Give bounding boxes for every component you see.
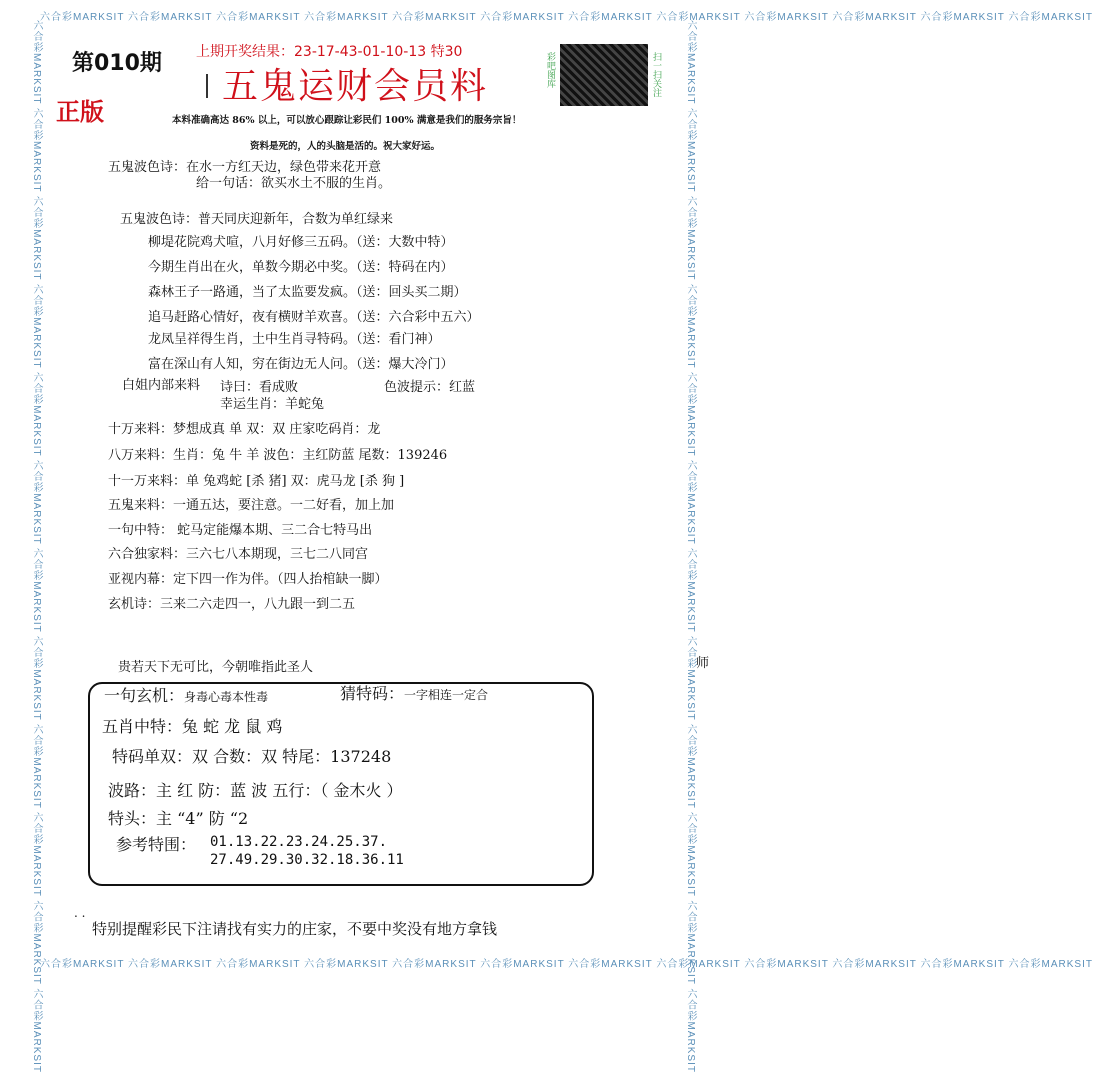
slogan-accuracy: 本料准确高达 86% 以上，可以放心跟踪让彩民们 100% 满意是我们的服务宗旨！	[172, 115, 522, 126]
watermark-border-bottom: 六合彩MARKSIT 六合彩MARKSIT 六合彩MARKSIT 六合彩MARKSIT 六合彩MARKSIT 六合彩MARKSIT 六合彩MARKSIT 六合彩MARKSIT 六合彩MARKSIT 六合彩MARKSIT 六合彩MARKSIT 六合彩MARKSIT	[40, 959, 1093, 970]
poem2-intro	[120, 208, 393, 227]
five-zodiac: 五肖中特：兔 蛇 龙 鼠 鸡	[102, 717, 283, 736]
footer-dots: . .	[74, 906, 86, 920]
guess-label: 猜特码：	[340, 684, 405, 703]
qr-side-text-right: 扫一扫关注	[651, 52, 661, 97]
entry-line: 一句中特： 蛇马定能爆本期、三二合七特马出	[108, 523, 373, 538]
mystery-label: 一句玄机：	[104, 686, 185, 705]
last-result: 上期开奖结果：23-17-43-01-10-13 特30	[196, 44, 463, 60]
entry-line: 亚视内幕：定下四一作为伴。（四人抬棺缺一脚）	[108, 572, 388, 587]
mystery-text: 身毒心毒本性毒	[184, 690, 269, 704]
poem2-line: 柳堤花院鸡犬喧，八月好修三五码。（送：大数中特）	[148, 235, 454, 250]
entry-line: 八万来料：生肖：兔 牛 羊 波色：主红防蓝 尾数：139246	[108, 448, 448, 463]
ref-label: 参考特围：	[116, 835, 197, 854]
edition-label: 正版	[56, 97, 104, 126]
poem2-line: 森林王子一路通，当了太监要发疯。（送：回头买二期）	[148, 285, 467, 300]
wave-line: 波路：主 红 防：蓝 波 五行：（ 金木火 ）	[108, 781, 403, 800]
slogan-luck: 资料是死的，人的头脑是活的。祝大家好运。	[250, 141, 441, 152]
poem1-line2: 给一句话：欲买水土不服的生肖。	[196, 176, 392, 191]
guess-line	[340, 681, 488, 704]
poem2-label: 五鬼波色诗：	[120, 212, 199, 227]
watermark-border-left: 六合彩MARKSIT 六合彩MARKSIT 六合彩MARKSIT 六合彩MARKSIT 六合彩MARKSIT 六合彩MARKSIT 六合彩MARKSIT 六合彩MARKSIT 六合彩MARKSIT 六合彩MARKSIT 六合彩MARKSIT 六合彩MARKSIT	[31, 20, 42, 1073]
qr-side-text-left: 彩吧图库	[545, 52, 555, 88]
inside-label: 白姐内部来料	[122, 378, 201, 393]
watermark-border-right: 六合彩MARKSIT 六合彩MARKSIT 六合彩MARKSIT 六合彩MARKSIT 六合彩MARKSIT 六合彩MARKSIT 六合彩MARKSIT 六合彩MARKSIT 六合彩MARKSIT 六合彩MARKSIT 六合彩MARKSIT 六合彩MARKSIT	[685, 20, 696, 1073]
entry-line: 玄机诗：三来二六走四一，八九跟一到二五	[108, 597, 356, 612]
issue-number: 第010期	[72, 51, 162, 76]
poem2-text: 普天同庆迎新年，合数为单红绿来	[198, 212, 394, 227]
poem1-text: 在水一方红天边，绿色带来花开意	[186, 160, 382, 175]
guess-text: 一字相连一定合	[404, 688, 489, 702]
watermark-border-top: 六合彩MARKSIT 六合彩MARKSIT 六合彩MARKSIT 六合彩MARKSIT 六合彩MARKSIT 六合彩MARKSIT 六合彩MARKSIT 六合彩MARKSIT 六合彩MARKSIT 六合彩MARKSIT 六合彩MARKSIT 六合彩MARKSIT	[40, 12, 1093, 23]
ref-numbers-2: 27.49.29.30.32.18.36.11	[210, 852, 404, 868]
poem2-line: 今期生肖出在火，单数今期必中奖。（送：特码在内）	[148, 260, 454, 275]
parity-line: 特码单双：双 合数：双 特尾：137248	[112, 747, 392, 766]
side-character: 师	[696, 656, 710, 671]
footer-notice: 特别提醒彩民下注请找有实力的庄家，不要中奖没有地方拿钱	[92, 920, 498, 938]
qr-code-image	[560, 44, 648, 106]
title-divider	[206, 74, 208, 98]
poem2-line: 追马赶路心情好，夜有横财羊欢喜。（送：六合彩中五六）	[148, 310, 480, 325]
ref-numbers-1: 01.13.22.23.24.25.37.	[210, 834, 388, 850]
head-line: 特头：主 “4” 防 “2	[108, 809, 249, 828]
entry-line: 十万来料：梦想成真 单 双：双 庄家吃码肖：龙	[108, 422, 381, 437]
inside-poem: 诗曰：看成败	[220, 380, 299, 395]
mystery-line	[104, 683, 268, 706]
poem2-line: 富在深山有人知，穷在街边无人问。（送：爆大冷门）	[148, 357, 454, 372]
page-title: 五鬼运财会员料	[222, 66, 489, 107]
lucky-zodiac: 幸运生肖：羊蛇兔	[220, 397, 325, 412]
entry-line: 十一万来料：单 兔鸡蛇 [杀 猪] 双：虎马龙 [杀 狗 ]	[108, 474, 405, 489]
entry-line: 五鬼来料：一通五达，要注意。一二好看，加上加	[108, 498, 395, 513]
poem2-line: 龙凤呈祥得生肖，土中生肖寻特码。（送：看门神）	[148, 332, 441, 347]
poem1-label: 五鬼波色诗：	[108, 160, 187, 175]
saying: 贵若天下无可比，今朝唯指此圣人	[118, 660, 314, 675]
entry-line: 六合独家料：三六七八本期现，三七二八同宫	[108, 547, 369, 562]
color-hint: 色波提示：红蓝	[384, 380, 476, 395]
